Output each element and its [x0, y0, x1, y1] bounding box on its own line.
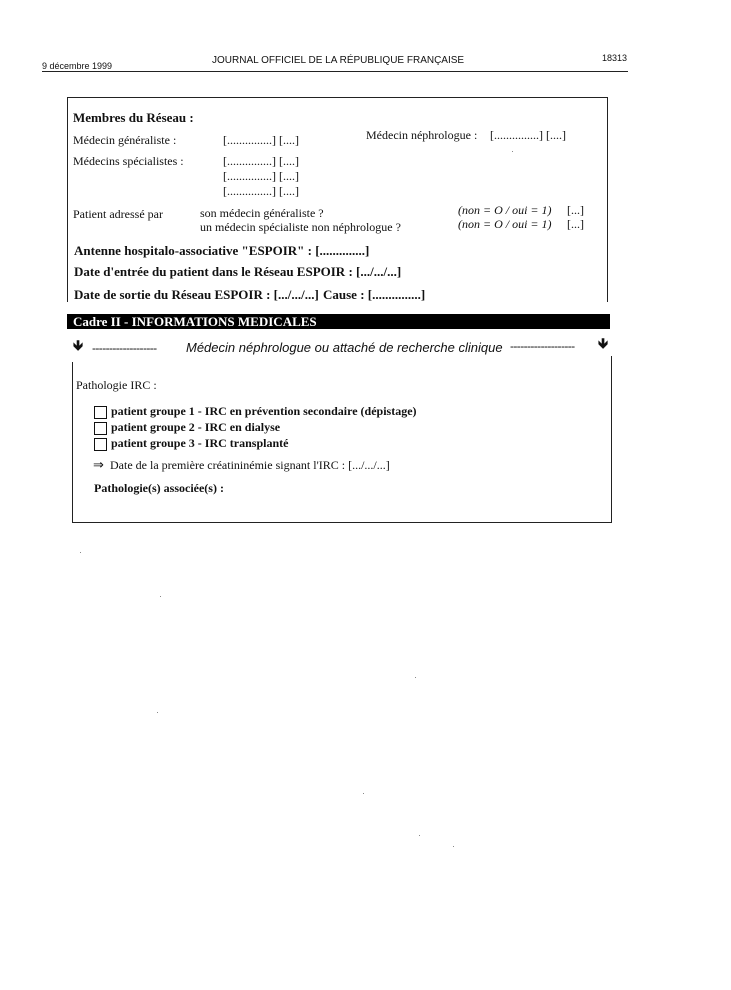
- generaliste-field[interactable]: [...............] [....]: [223, 133, 299, 147]
- code-hint-1: (non = O / oui = 1): [458, 203, 552, 217]
- scan-speck: [512, 151, 513, 152]
- cadre2-title: Cadre II - INFORMATIONS MEDICALES: [73, 314, 317, 329]
- pathologies-associees-label: Pathologie(s) associée(s) :: [94, 481, 224, 495]
- groupe-2-label: patient groupe 2 - IRC en dialyse: [111, 420, 281, 434]
- adresse-question-1: son médecin généraliste ?: [200, 206, 324, 220]
- box2-left-border: [72, 362, 73, 523]
- header-rule: [42, 71, 628, 72]
- generaliste-label: Médecin généraliste :: [73, 133, 177, 147]
- patient-adresse-label: Patient adressé par: [73, 207, 163, 221]
- code-field-2[interactable]: [...]: [567, 217, 584, 231]
- nephrologue-label: Médecin néphrologue :: [366, 128, 478, 142]
- code-hint-2: (non = O / oui = 1): [458, 217, 552, 231]
- groupe-2-checkbox[interactable]: [94, 422, 107, 435]
- specialistes-label: Médecins spécialistes :: [73, 154, 184, 168]
- date-sortie-line: Date de sortie du Réseau ESPOIR : [.../.../...]: [74, 287, 319, 302]
- dashes-left: -------------------: [92, 341, 157, 355]
- header-date: 9 décembre 1999: [42, 61, 113, 71]
- scan-speck: [453, 846, 454, 847]
- groupe-1-label: patient groupe 1 - IRC en prévention secondaire (dépistage): [111, 404, 417, 418]
- scan-speck: [415, 677, 416, 678]
- scan-speck: [160, 596, 161, 597]
- implies-arrow-icon: ⇒: [93, 458, 104, 473]
- groupe-1-checkbox[interactable]: [94, 406, 107, 419]
- box2-bottom-border: [72, 522, 612, 523]
- specialiste-field-2[interactable]: [...............] [....]: [223, 169, 299, 183]
- scan-speck: [157, 712, 158, 713]
- down-arrow-icon-left: 🡻: [73, 338, 84, 354]
- code-field-1[interactable]: [...]: [567, 203, 584, 217]
- page-number: 18313: [602, 53, 628, 63]
- cadre2-subtitle: Médecin néphrologue ou attaché de recherche clinique: [186, 340, 503, 355]
- creatininemie-line: Date de la première créatininémie signant l'IRC : [.../.../...]: [110, 458, 390, 472]
- groupe-3-label: patient groupe 3 - IRC transplanté: [111, 436, 289, 450]
- scan-speck: [419, 835, 420, 836]
- antenne-line: Antenne hospitalo-associative "ESPOIR" : [..............]: [74, 243, 370, 258]
- reseau-title: Membres du Réseau :: [73, 110, 194, 125]
- dashes-right: -------------------: [510, 339, 575, 353]
- box2-right-border: [611, 356, 612, 523]
- scan-speck: [363, 793, 364, 794]
- box1-left-border: [67, 97, 68, 302]
- cause-line: Cause : [...............]: [323, 287, 426, 302]
- specialiste-field-3[interactable]: [...............] [....]: [223, 184, 299, 198]
- scan-speck: [80, 552, 81, 553]
- down-arrow-icon-right: 🡻: [598, 336, 609, 352]
- box1-top-border: [67, 97, 608, 98]
- adresse-question-2: un médecin spécialiste non néphrologue ?: [200, 220, 401, 234]
- nephrologue-field[interactable]: [...............] [....]: [490, 128, 566, 142]
- groupe-3-checkbox[interactable]: [94, 438, 107, 451]
- journal-title: JOURNAL OFFICIEL DE LA RÉPUBLIQUE FRANÇAISE: [212, 55, 465, 66]
- date-entree-line: Date d'entrée du patient dans le Réseau ESPOIR : [.../.../...]: [74, 264, 402, 279]
- box1-right-border: [607, 97, 608, 302]
- specialiste-field-1[interactable]: [...............] [....]: [223, 154, 299, 168]
- pathologie-irc-label: Pathologie IRC :: [76, 378, 157, 392]
